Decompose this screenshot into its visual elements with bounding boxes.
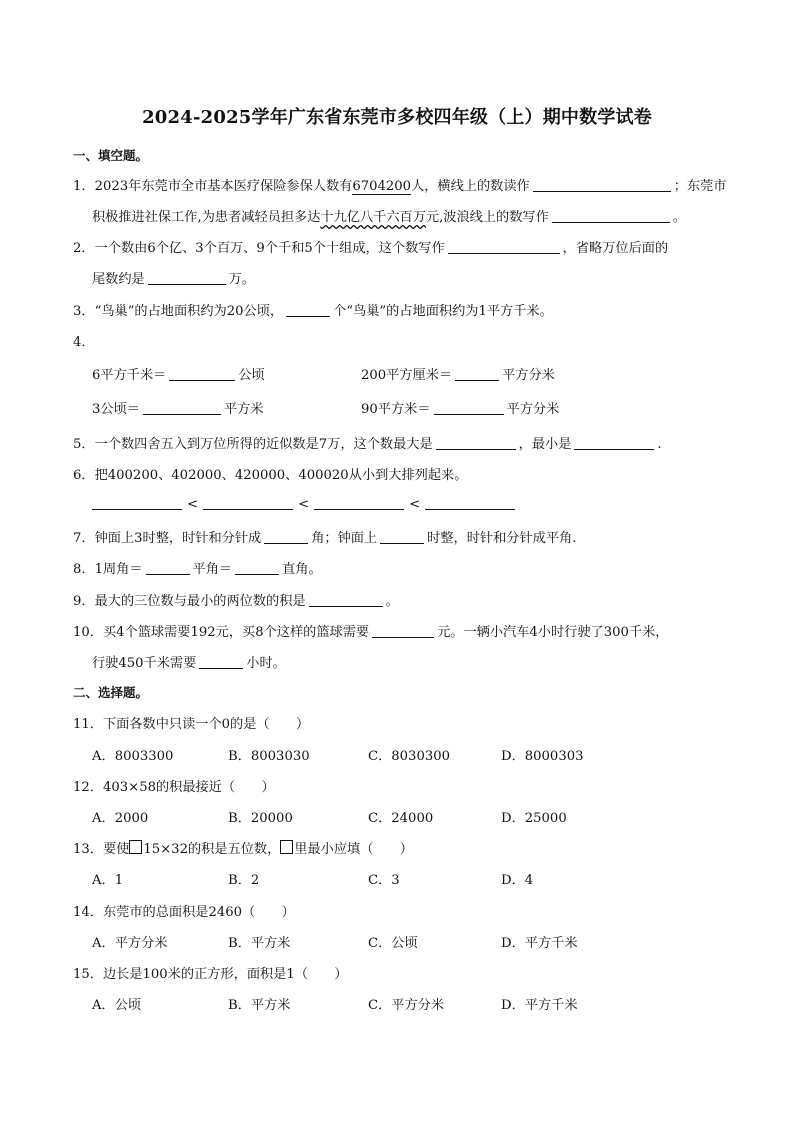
answer-blank[interactable] (380, 529, 424, 544)
q15-option-d[interactable]: D．平方千米 (501, 998, 578, 1013)
q4-item-1 (92, 364, 265, 383)
question-number: 2． (73, 241, 95, 256)
answer-blank[interactable] (314, 495, 404, 510)
q13-option-d[interactable]: D．4 (501, 873, 534, 888)
answer-blank[interactable] (286, 302, 330, 317)
question-text: 一个数四舍五入到万位所得的近似数是7万，这个数最大是 (94, 437, 433, 452)
question-number: 10． (73, 625, 103, 640)
question-text: 平角＝ (192, 562, 233, 577)
unit-label: 公顷 (238, 368, 265, 383)
question-text: 。 (672, 210, 686, 225)
answer-blank[interactable] (235, 560, 279, 575)
answer-blank[interactable] (436, 435, 516, 450)
answer-blank[interactable] (143, 400, 221, 415)
q4-item-4 (361, 398, 559, 417)
question-6 (73, 464, 467, 483)
answer-blank[interactable] (169, 366, 235, 381)
question-text: “鸟巢”的占地面积约为20公顷， (94, 304, 284, 319)
q15-option-c[interactable]: C．平方分米 (368, 998, 445, 1013)
question-text: 直角。 (282, 562, 322, 577)
question-text: 403×58的积最接近（ ） (102, 780, 275, 795)
question-5 (73, 433, 662, 452)
answer-blank[interactable] (533, 177, 671, 192)
answer-blank[interactable] (455, 366, 499, 381)
q15-option-b[interactable]: B．平方米 (228, 998, 291, 1013)
q4-item-2 (361, 364, 555, 383)
answer-blank[interactable] (372, 623, 434, 638)
question-15 (73, 963, 348, 982)
question-3 (73, 300, 553, 319)
q14-option-b[interactable]: B．平方米 (228, 936, 291, 951)
blank-box-icon (129, 840, 142, 854)
q14-option-a[interactable]: A．平方分米 (92, 936, 168, 951)
q12-option-a[interactable]: A．2000 (92, 811, 149, 826)
question-number: 15． (73, 967, 103, 982)
question-text: 元。一辆小汽车4小时行驶了300千米， (437, 625, 669, 640)
q13-option-b[interactable]: B．2 (228, 873, 260, 888)
q13-option-c[interactable]: C．3 (368, 873, 400, 888)
answer-blank[interactable] (92, 495, 182, 510)
unit-label: 平方分米 (506, 402, 560, 417)
question-number: 14． (73, 905, 103, 920)
question-2-line-1 (73, 237, 668, 256)
question-14 (73, 901, 295, 920)
question-number: 11． (73, 717, 103, 732)
question-1-line-1 (73, 175, 727, 194)
answer-blank[interactable] (425, 495, 515, 510)
question-text: 下面各数中只读一个0的是（ ） (102, 717, 310, 732)
answer-blank[interactable] (203, 495, 293, 510)
question-text: 2023年东莞市全市基本医疗保险参保人数有 (94, 179, 353, 194)
question-text: ；东莞市 (673, 179, 727, 194)
unit-label: 平方米 (223, 402, 264, 417)
question-text: 3公顷＝ (92, 402, 140, 417)
blank-box-icon (280, 840, 293, 854)
question-number: 9． (73, 594, 95, 609)
question-text: 时整，时针和分针成平角. (427, 531, 577, 546)
question-text: 边长是100米的正方形，面积是1（ ） (102, 967, 348, 982)
q11-option-a[interactable]: A．8003300 (92, 749, 174, 764)
question-text: 东莞市的总面积是2460（ ） (102, 905, 295, 920)
question-2-line-2 (92, 268, 255, 287)
question-text: ，最小是 (518, 437, 572, 452)
question-text: 最大的三位数与最小的两位数的积是 (94, 594, 306, 609)
q11-option-b[interactable]: B．8003030 (228, 749, 310, 764)
question-13 (73, 838, 413, 857)
question-10-line-2 (92, 652, 286, 671)
less-than-sign: < (409, 497, 421, 512)
question-text: 小时。 (246, 656, 286, 671)
question-text: 90平方米＝ (361, 402, 431, 417)
q15-option-a[interactable]: A．公顷 (92, 998, 142, 1013)
answer-blank[interactable] (448, 239, 560, 254)
question-10-line-1 (73, 621, 668, 640)
question-text: 200平方厘米＝ (361, 368, 453, 383)
question-number: 7． (73, 531, 95, 546)
question-number: 1． (73, 179, 95, 194)
question-text: 。 (385, 594, 399, 609)
answer-blank[interactable] (264, 529, 308, 544)
question-8 (73, 558, 322, 577)
question-text: . (657, 437, 662, 452)
unit-label: 平方分米 (502, 368, 555, 383)
q6-ordering-blanks (92, 495, 518, 512)
question-text: ，省略万位后面的 (562, 241, 669, 256)
question-number: 13． (73, 842, 103, 857)
question-9 (73, 590, 399, 609)
question-text: 把400200、402000、420000、400020从小到大排列起来。 (94, 468, 468, 483)
question-12 (73, 776, 275, 795)
question-text: 15×32的积是五位数， (143, 842, 281, 857)
question-number: 12． (73, 780, 103, 795)
section-fill-blank-heading: 一、填空题。 (73, 148, 149, 163)
underlined-number: 6704200 (352, 179, 412, 194)
answer-blank[interactable] (574, 435, 654, 450)
answer-blank[interactable] (148, 270, 226, 285)
q14-option-d[interactable]: D．平方千米 (501, 936, 578, 951)
section-choice-heading: 二、选择题。 (73, 685, 149, 700)
question-text: 钟面上3时整，时针和分针成 (94, 531, 262, 546)
q4-item-3 (92, 398, 264, 417)
question-text: 一个数由6个亿、3个百万、9个千和5个十组成，这个数写作 (94, 241, 445, 256)
q12-option-c[interactable]: C．24000 (368, 811, 434, 826)
question-text: 6平方千米＝ (92, 368, 167, 383)
question-text: 角；钟面上 (311, 531, 378, 546)
question-number: 3． (73, 304, 95, 319)
question-text: 积极推进社保工作,为患者减轻员担多达 (92, 210, 321, 225)
question-7 (73, 527, 576, 546)
question-text: 买4个篮球需要192元，买8个这样的篮球需要 (102, 625, 370, 640)
question-number: 6． (73, 468, 95, 483)
question-text: 尾数约是 (92, 272, 145, 287)
answer-blank[interactable] (434, 400, 504, 415)
question-4-number: 4． (73, 335, 95, 350)
q11-option-d[interactable]: D．8000303 (501, 749, 584, 764)
less-than-sign: < (298, 497, 310, 512)
question-number: 5． (73, 437, 95, 452)
question-text: 1周角＝ (94, 562, 143, 577)
answer-blank[interactable] (146, 560, 190, 575)
answer-blank[interactable] (199, 654, 243, 669)
q11-option-c[interactable]: C．8030300 (368, 749, 451, 764)
question-11 (73, 713, 309, 732)
answer-blank[interactable] (309, 592, 383, 607)
q14-option-c[interactable]: C．公顷 (368, 936, 418, 951)
exam-title: 2024-2025学年广东省东莞市多校四年级（上）期中数学试卷 (142, 107, 652, 128)
less-than-sign: < (187, 497, 199, 512)
q12-option-d[interactable]: D．25000 (501, 811, 567, 826)
question-text: 万。 (228, 272, 256, 287)
question-text: 个“鸟巢”的占地面积约为1平方千米。 (333, 304, 553, 319)
question-text: 元,波浪线上的数写作 (425, 210, 549, 225)
question-text: 要使 (102, 842, 130, 857)
answer-blank[interactable] (552, 208, 670, 223)
wavy-underlined-number: 十九亿八千六百万 (320, 210, 426, 225)
question-text: 行驶450千米需要 (92, 656, 197, 671)
question-number: 8． (73, 562, 95, 577)
question-1-line-2 (92, 206, 686, 225)
q13-option-a[interactable]: A．1 (92, 873, 124, 888)
question-text: 人，横线上的数读作 (411, 179, 530, 194)
q12-option-b[interactable]: B．20000 (228, 811, 293, 826)
question-text: 里最小应填（ ） (294, 842, 413, 857)
